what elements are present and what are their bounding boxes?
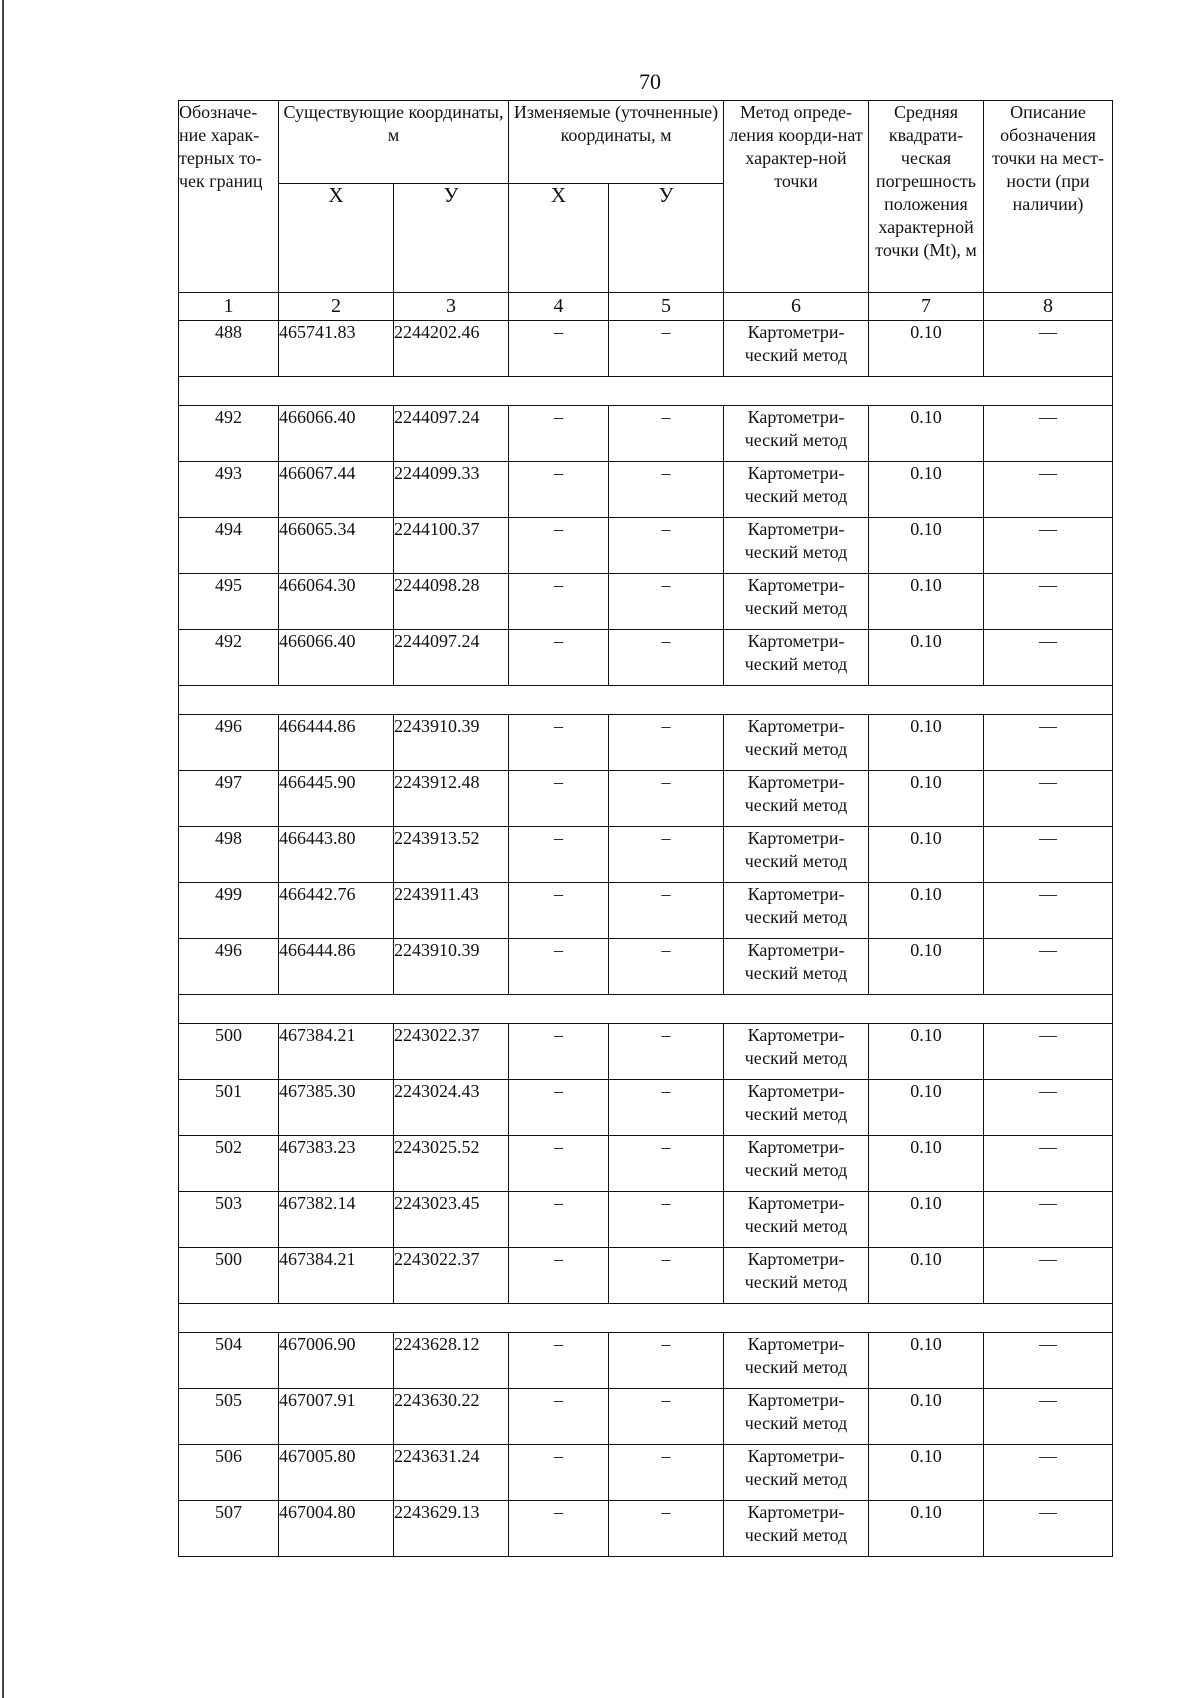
method-cell: Картометри-ческий метод [724,715,869,771]
existing-x-cell: 467383.23 [279,1136,394,1192]
changed-y-cell: – [609,827,724,883]
method-cell: Картометри-ческий метод [724,406,869,462]
mt-cell: 0.10 [869,1136,984,1192]
changed-y-cell: – [609,630,724,686]
table-row [179,827,1113,883]
scan-edge-line [2,0,4,1698]
changed-y-cell: – [609,1445,724,1501]
group-separator-row [179,995,1113,1024]
column-number: 8 [984,293,1113,321]
description-cell: — [984,1080,1113,1136]
changed-x-cell: – [509,462,609,518]
description-cell: — [984,715,1113,771]
point-cell: 493 [179,462,279,518]
column-number: 1 [179,293,279,321]
changed-x-cell: – [509,883,609,939]
method-cell: Картометри-ческий метод [724,1333,869,1389]
point-cell: 504 [179,1333,279,1389]
table-row [179,1080,1113,1136]
page-number: 70 [639,69,661,94]
subheader-existing-x: X [279,184,394,293]
changed-y-cell: – [609,1192,724,1248]
changed-y-cell: – [609,321,724,377]
mt-cell: 0.10 [869,518,984,574]
description-cell: — [984,1248,1113,1304]
changed-x-cell: – [509,321,609,377]
changed-x-cell: – [509,1445,609,1501]
group-separator-row [179,686,1113,715]
description-cell: — [984,827,1113,883]
existing-y-cell: 2243628.12 [394,1333,509,1389]
changed-y-cell: – [609,939,724,995]
table-row [179,518,1113,574]
table-row [179,771,1113,827]
column-number: 6 [724,293,869,321]
header-method: Метод опреде-ления коорди-нат характер-ной точки [724,101,869,293]
mt-cell: 0.10 [869,771,984,827]
point-cell: 507 [179,1501,279,1557]
description-cell: — [984,1445,1113,1501]
changed-y-cell: – [609,1080,724,1136]
mt-cell: 0.10 [869,827,984,883]
method-cell: Картометри-ческий метод [724,1248,869,1304]
point-cell: 501 [179,1080,279,1136]
group-separator-cell [179,686,1113,715]
mt-cell: 0.10 [869,1501,984,1557]
method-cell: Картометри-ческий метод [724,1024,869,1080]
changed-y-cell: – [609,1333,724,1389]
group-separator-row [179,377,1113,406]
changed-x-cell: – [509,771,609,827]
method-cell: Картометри-ческий метод [724,1192,869,1248]
existing-x-cell: 466067.44 [279,462,394,518]
point-cell: 499 [179,883,279,939]
existing-x-cell: 466444.86 [279,715,394,771]
existing-y-cell: 2243912.48 [394,771,509,827]
method-cell: Картометри-ческий метод [724,771,869,827]
changed-x-cell: – [509,1136,609,1192]
changed-x-cell: – [509,827,609,883]
table-row [179,321,1113,377]
changed-x-cell: – [509,1389,609,1445]
changed-x-cell: – [509,1024,609,1080]
mt-cell: 0.10 [869,939,984,995]
point-cell: 500 [179,1024,279,1080]
table-row [179,715,1113,771]
changed-x-cell: – [509,715,609,771]
description-cell: — [984,939,1113,995]
changed-y-cell: – [609,1024,724,1080]
changed-y-cell: – [609,1389,724,1445]
existing-x-cell: 467004.80 [279,1501,394,1557]
method-cell: Картометри-ческий метод [724,883,869,939]
existing-x-cell: 467006.90 [279,1333,394,1389]
subheader-existing-y: У [394,184,509,293]
description-cell: — [984,406,1113,462]
existing-y-cell: 2243910.39 [394,715,509,771]
table-row [179,1501,1113,1557]
changed-y-cell: – [609,1136,724,1192]
changed-y-cell: – [609,1248,724,1304]
mt-cell: 0.10 [869,1333,984,1389]
header-existing-coordinates: Существующие координаты, м [279,101,509,184]
method-cell: Картометри-ческий метод [724,518,869,574]
point-cell: 496 [179,715,279,771]
point-cell: 492 [179,630,279,686]
description-cell: — [984,630,1113,686]
group-separator-row [179,1304,1113,1333]
existing-y-cell: 2243910.39 [394,939,509,995]
table-row [179,1192,1113,1248]
description-cell: — [984,883,1113,939]
method-cell: Картометри-ческий метод [724,574,869,630]
method-cell: Картометри-ческий метод [724,630,869,686]
description-cell: — [984,1501,1113,1557]
table-row [179,1136,1113,1192]
changed-x-cell: – [509,1080,609,1136]
mt-cell: 0.10 [869,574,984,630]
description-cell: — [984,518,1113,574]
table-row [179,462,1113,518]
method-cell: Картометри-ческий метод [724,1389,869,1445]
existing-x-cell: 466445.90 [279,771,394,827]
subheader-changed-x: X [509,184,609,293]
subheader-changed-y: У [609,184,724,293]
group-separator-cell [179,377,1113,406]
header-point-designation: Обозначе-ние харак-терных то-чек границ [179,101,279,293]
method-cell: Картометри-ческий метод [724,939,869,995]
table-row [179,1024,1113,1080]
existing-y-cell: 2244097.24 [394,630,509,686]
mt-cell: 0.10 [869,883,984,939]
existing-y-cell: 2243631.24 [394,1445,509,1501]
mt-cell: 0.10 [869,321,984,377]
existing-y-cell: 2243022.37 [394,1024,509,1080]
existing-x-cell: 466065.34 [279,518,394,574]
existing-y-cell: 2243913.52 [394,827,509,883]
existing-y-cell: 2243911.43 [394,883,509,939]
existing-y-cell: 2244100.37 [394,518,509,574]
method-cell: Картометри-ческий метод [724,1445,869,1501]
existing-x-cell: 467005.80 [279,1445,394,1501]
changed-x-cell: – [509,630,609,686]
description-cell: — [984,1024,1113,1080]
point-cell: 488 [179,321,279,377]
existing-x-cell: 466066.40 [279,406,394,462]
existing-y-cell: 2243025.52 [394,1136,509,1192]
method-cell: Картометри-ческий метод [724,462,869,518]
header-changed-coordinates: Изменяемые (уточненные) координаты, м [509,101,724,184]
column-number: 4 [509,293,609,321]
table-row [179,1248,1113,1304]
header-description: Описание обозначения точки на мест-ности (при наличии) [984,101,1113,293]
mt-cell: 0.10 [869,1024,984,1080]
mt-cell: 0.10 [869,462,984,518]
changed-x-cell: – [509,1333,609,1389]
existing-y-cell: 2243630.22 [394,1389,509,1445]
table-row [179,883,1113,939]
point-cell: 505 [179,1389,279,1445]
method-cell: Картометри-ческий метод [724,1080,869,1136]
column-number: 3 [394,293,509,321]
table-row [179,1445,1113,1501]
existing-x-cell: 467384.21 [279,1248,394,1304]
table-row [179,1333,1113,1389]
existing-y-cell: 2243023.45 [394,1192,509,1248]
method-cell: Картометри-ческий метод [724,321,869,377]
existing-x-cell: 467007.91 [279,1389,394,1445]
description-cell: — [984,771,1113,827]
existing-x-cell: 466442.76 [279,883,394,939]
mt-cell: 0.10 [869,630,984,686]
existing-x-cell: 467384.21 [279,1024,394,1080]
point-cell: 495 [179,574,279,630]
changed-y-cell: – [609,518,724,574]
mt-cell: 0.10 [869,406,984,462]
column-number: 7 [869,293,984,321]
existing-y-cell: 2244202.46 [394,321,509,377]
description-cell: — [984,321,1113,377]
table-row [179,939,1113,995]
description-cell: — [984,462,1113,518]
point-cell: 506 [179,1445,279,1501]
point-cell: 492 [179,406,279,462]
method-cell: Картометри-ческий метод [724,1501,869,1557]
mt-cell: 0.10 [869,715,984,771]
group-separator-cell [179,1304,1113,1333]
changed-x-cell: – [509,1501,609,1557]
mt-cell: 0.10 [869,1248,984,1304]
table-body [179,321,1113,1557]
changed-x-cell: – [509,406,609,462]
table-row [179,406,1113,462]
column-number-row [179,293,1113,321]
method-cell: Картометри-ческий метод [724,827,869,883]
description-cell: — [984,1192,1113,1248]
point-cell: 503 [179,1192,279,1248]
description-cell: — [984,1136,1113,1192]
existing-x-cell: 467385.30 [279,1080,394,1136]
header-mean-square-error: Средняя квадрати-ческая погрешность положения характерной точки (Mt), м [869,101,984,293]
table-row [179,1389,1113,1445]
existing-y-cell: 2244098.28 [394,574,509,630]
column-number: 2 [279,293,394,321]
changed-y-cell: – [609,715,724,771]
existing-x-cell: 466443.80 [279,827,394,883]
mt-cell: 0.10 [869,1445,984,1501]
changed-y-cell: – [609,883,724,939]
table-row [179,574,1113,630]
coordinates-table [178,100,1113,1557]
description-cell: — [984,1333,1113,1389]
method-cell: Картометри-ческий метод [724,1136,869,1192]
point-cell: 498 [179,827,279,883]
group-separator-cell [179,995,1113,1024]
existing-x-cell: 465741.83 [279,321,394,377]
existing-x-cell: 467382.14 [279,1192,394,1248]
changed-x-cell: – [509,518,609,574]
mt-cell: 0.10 [869,1192,984,1248]
mt-cell: 0.10 [869,1080,984,1136]
existing-y-cell: 2243024.43 [394,1080,509,1136]
table-row [179,630,1113,686]
existing-x-cell: 466066.40 [279,630,394,686]
existing-y-cell: 2243629.13 [394,1501,509,1557]
existing-y-cell: 2244099.33 [394,462,509,518]
changed-y-cell: – [609,462,724,518]
existing-x-cell: 466444.86 [279,939,394,995]
point-cell: 502 [179,1136,279,1192]
mt-cell: 0.10 [869,1389,984,1445]
changed-y-cell: – [609,771,724,827]
point-cell: 497 [179,771,279,827]
changed-x-cell: – [509,939,609,995]
changed-x-cell: – [509,1248,609,1304]
changed-y-cell: – [609,406,724,462]
column-number: 5 [609,293,724,321]
changed-y-cell: – [609,574,724,630]
description-cell: — [984,574,1113,630]
changed-x-cell: – [509,1192,609,1248]
changed-x-cell: – [509,574,609,630]
existing-y-cell: 2243022.37 [394,1248,509,1304]
point-cell: 496 [179,939,279,995]
point-cell: 494 [179,518,279,574]
changed-y-cell: – [609,1501,724,1557]
existing-x-cell: 466064.30 [279,574,394,630]
point-cell: 500 [179,1248,279,1304]
existing-y-cell: 2244097.24 [394,406,509,462]
description-cell: — [984,1389,1113,1445]
